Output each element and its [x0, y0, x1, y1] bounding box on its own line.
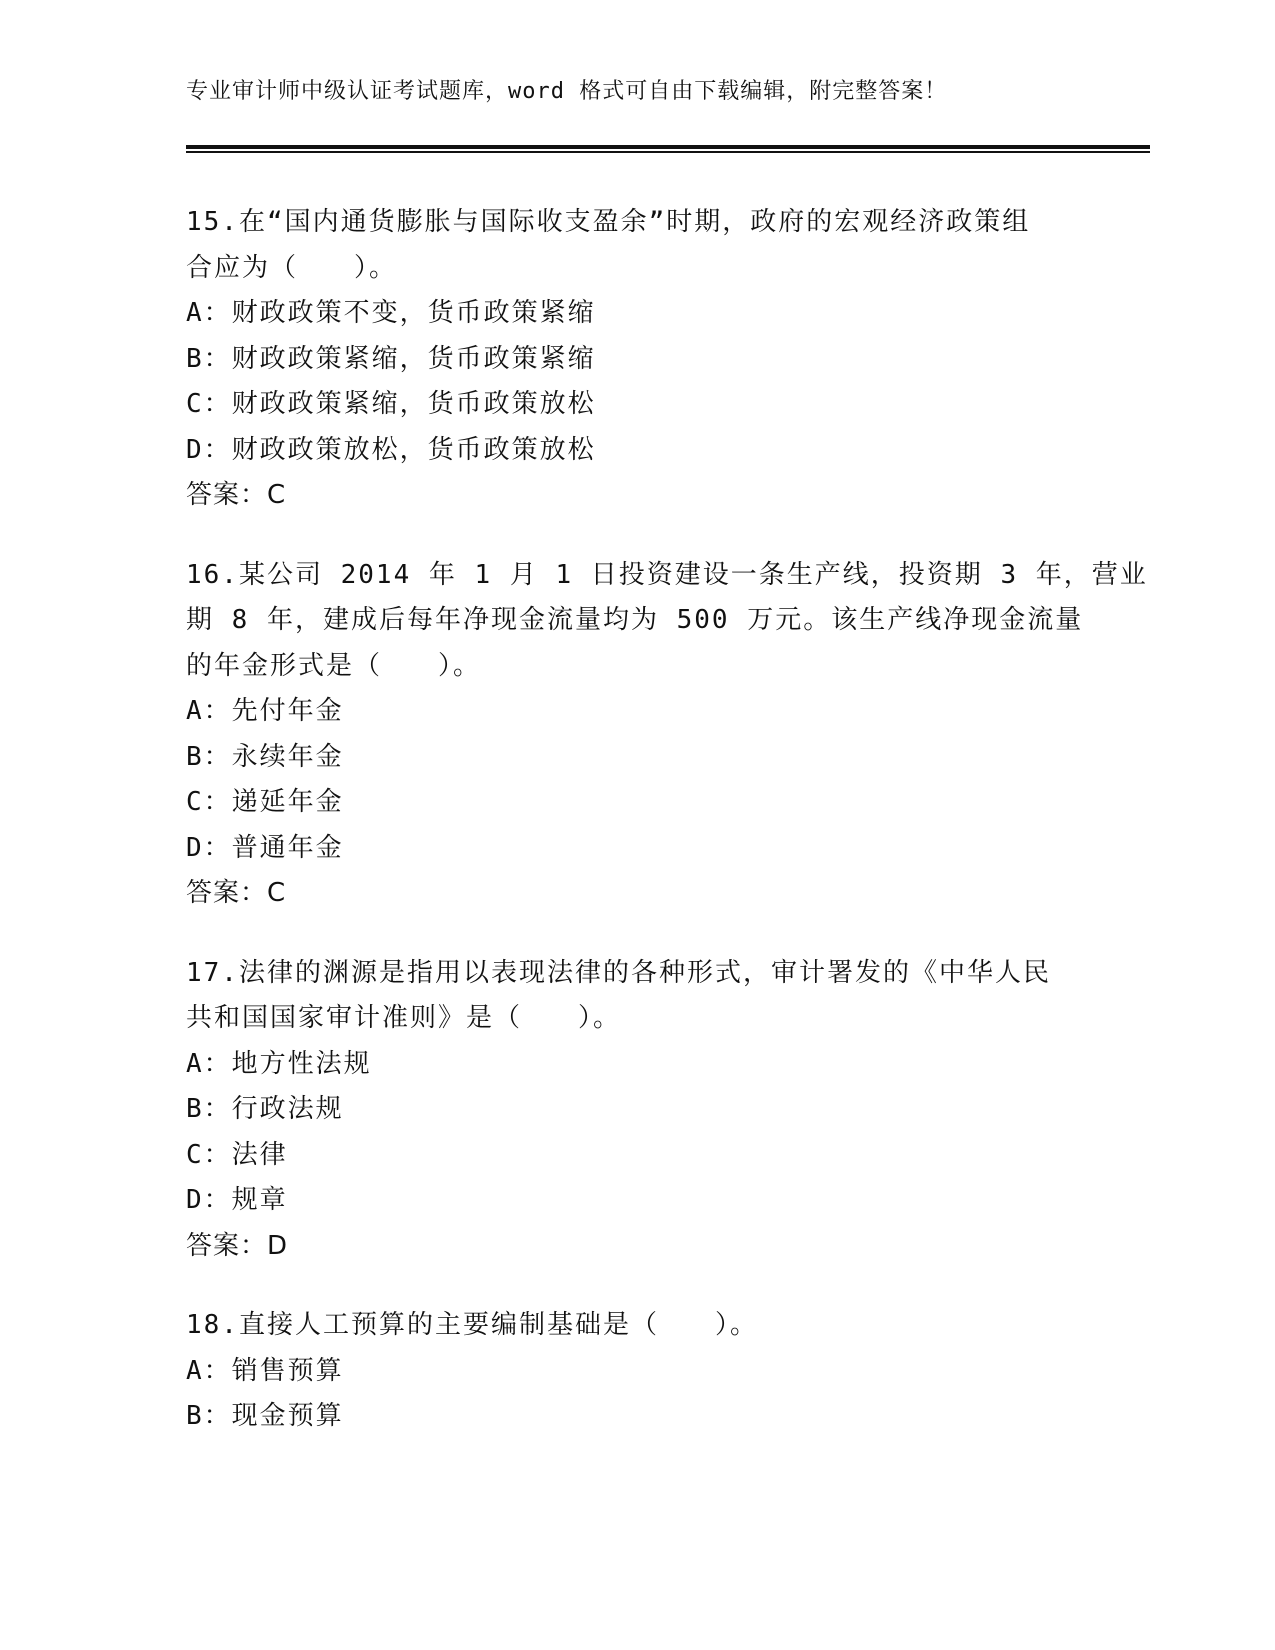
answer: 答案：C [186, 480, 287, 510]
option-a: A：销售预算 [186, 1355, 344, 1386]
option-a: A：财政政策不变，货币政策紧缩 [186, 298, 596, 328]
question-15 [186, 200, 1086, 519]
option-a: A：先付年金 [186, 696, 344, 726]
option-b: B：行政法规 [186, 1094, 344, 1124]
question-stem-line: 15.在“国内通货膨胀与国际收支盈余”时期，政府的宏观经济政策组 [186, 207, 1031, 237]
question-stem-line: 合应为（ ）。 [186, 252, 398, 283]
question-stem-line: 共和国国家审计准则》是（ ）。 [186, 1003, 622, 1033]
question-stem-line: 18.直接人工预算的主要编制基础是（ ）。 [186, 1310, 758, 1340]
option-c: C：法律 [186, 1139, 288, 1170]
question-16 [186, 553, 1148, 917]
option-b: B：现金预算 [186, 1401, 344, 1431]
option-c: C：财政政策紧缩，货币政策放松 [186, 389, 596, 419]
option-d: D：规章 [186, 1185, 288, 1215]
option-b: B：财政政策紧缩，货币政策紧缩 [186, 343, 596, 374]
question-list [186, 200, 1148, 1474]
header-rule-thin [186, 151, 1150, 153]
option-b: B：永续年金 [186, 741, 344, 772]
question-stem-line: 16.某公司 2014 年 1 月 1 日投资建设一条生产线，投资期 3 年，营业 [186, 559, 1148, 590]
option-c: C：递延年金 [186, 787, 344, 817]
question-stem-line: 期 8 年，建成后每年净现金流量均为 500 万元。该生产线净现金流量 [186, 605, 1084, 635]
question-17 [186, 951, 1086, 1270]
answer: 答案：D [186, 1230, 289, 1261]
page-header: 专业审计师中级认证考试题库，word 格式可自由下载编辑，附完整答案！ [186, 79, 948, 104]
header-rule-thick [186, 145, 1150, 149]
option-d: D：普通年金 [186, 832, 344, 863]
option-a: A：地方性法规 [186, 1048, 372, 1079]
answer: 答案：C [186, 878, 287, 908]
option-d: D：财政政策放松，货币政策放松 [186, 434, 596, 465]
question-18 [186, 1303, 1086, 1440]
question-stem-line: 的年金形式是（ ）。 [186, 650, 482, 681]
question-stem-line: 17.法律的渊源是指用以表现法律的各种形式，审计署发的《中华人民 [186, 957, 1051, 988]
